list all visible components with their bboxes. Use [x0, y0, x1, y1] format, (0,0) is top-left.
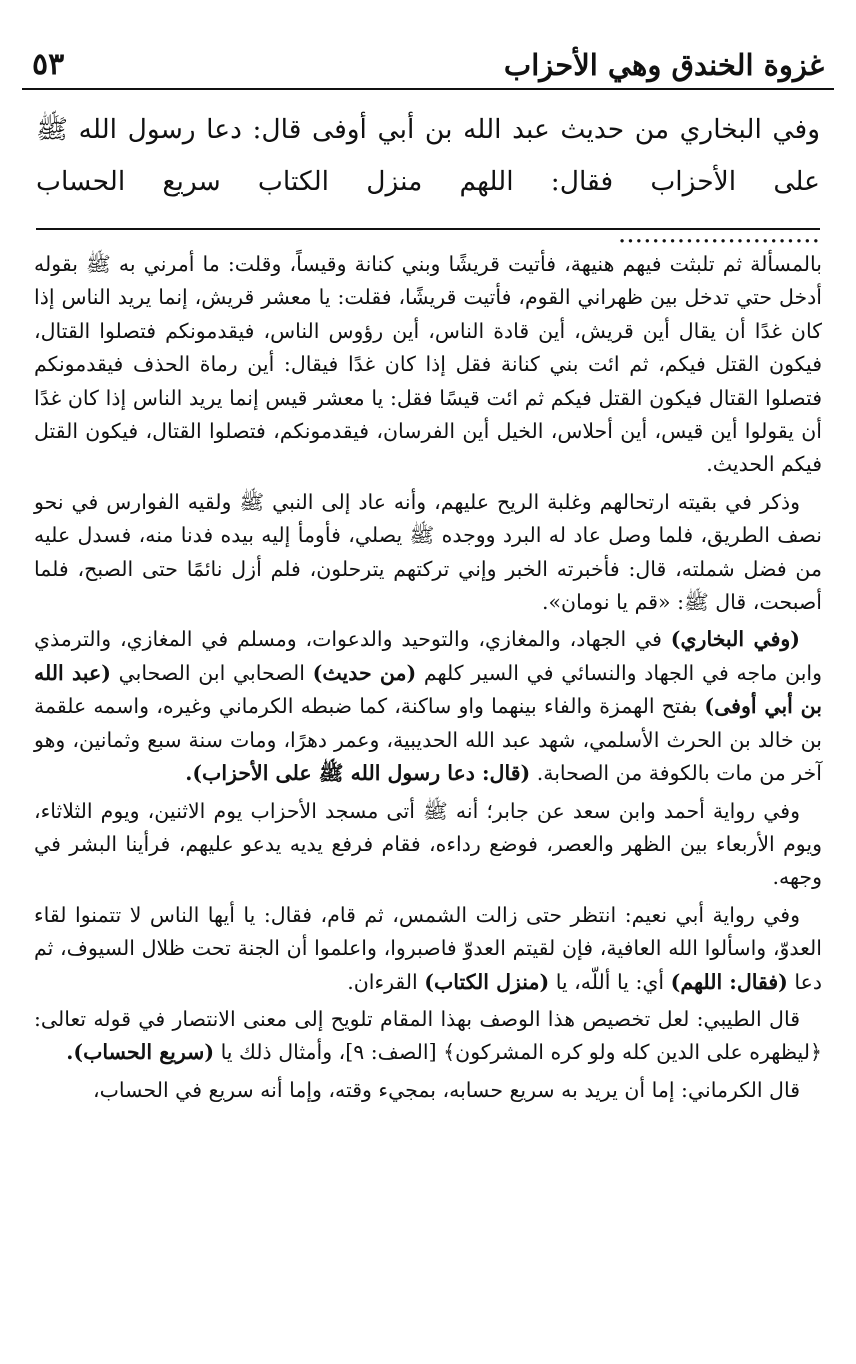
commentary-paragraph-1: بالمسألة ثم تلبثت فيهم هنيهة، فأتيت قريشًا وبني كنانة وقيساً، وقلت: ما أمرني به ﷺ بقوله أدخل حتي تدخل بين ظهراني القوم، فأتيت قريشًا، فقلت: يا معشر قريش، إنما يريد الناس إذا كان غدًا أن يقال أين قريش، أين قادة الناس، أين رؤوس الناس، فيقدمونكم فتصلوا القتال، فيكون القتل فيكم، ثم ائت بني كنانة فقل إذا كان غدًا فيقال: أين رماة الحذف فيقدمونكم فتصلوا القتال فيكون القتل فيكم ثم ائت قيسًا فقل: يا معشر قيس إنما يريد الناس إذا كان غدًا أن يقولوا أين قيس، أين أحلاس، الخيل أين الفرسان، فيقدمونكم، فتصلوا القتال، فيكون القتل فيكم الحديث. — [34, 252, 822, 477]
bold-term: (سريع الحساب). — [66, 1040, 215, 1065]
running-title: غزوة الخندق وهي الأحزاب — [503, 48, 824, 82]
paragraph-text: أي: يا أللّه، يا — [549, 969, 671, 994]
paragraph-text: في الجهاد، والمغازي، والتوحيد والدعوات، ومسلم في المغازي، والترمذي وابن ماجه في الجهاد والنسائي في السير كلهم — [34, 627, 823, 685]
commentary-paragraph-4: وفي رواية أحمد وابن سعد عن جابر؛ أنه ﷺ أتى مسجد الأحزاب يوم الاثنين، ويوم الثلاثاء، ويوم الأربعاء بين الظهر والعصر، فوضع رداءه، فقام فرفع يديه يدعو عليهم، فرأينا البشر في وجهه. — [34, 798, 822, 890]
bold-term: (منزل الكتاب) — [424, 969, 550, 994]
paragraph-text: وفي رواية أبي نعيم: انتظر حتى زالت الشمس، ثم قام، فقال: يا أيها الناس لا تتمنوا لقاء العدوّ، واسألوا الله العافية، فإن لقيتم العدوّ فاصبروا، واعلموا أن الجنة تحت ظلال السيوف، ثم دعا — [34, 902, 822, 994]
commentary — [22, 230, 834, 1348]
bold-term: (قال: دعا رسول الله ﷺ على الأحزاب). — [185, 761, 531, 786]
commentary-paragraph-3 — [34, 623, 822, 790]
bold-term: (فقال: اللهم) — [670, 969, 788, 994]
commentary-paragraph-6 — [34, 1003, 822, 1070]
commentary-paragraph-5 — [34, 899, 822, 999]
paragraph-text: القرءان. — [347, 969, 425, 994]
commentary-paragraph-2: وذكر في بقيته ارتحالهم وغلبة الريح عليهم، وأنه عاد إلى النبي ﷺ ولقيه الفوارس في نحو نصف الطريق، فلما وصل عاد له البرد ووجده ﷺ يصلي، فأومأ إليه بيده فدنا منه، فسدل عليه من فضل شملته، قال: فأخبرته الخبر وإني تركتهم يترحلون، فلم أزل نائمًا حتى الصبح، فلما أصبحت، قال ﷺ: «قم يا نومان». — [34, 489, 822, 615]
hadith-text: وفي البخاري من حديث عبد الله بن أبي أوفى قال: دعا رسول الله ﷺ على الأحزاب فقال: اللهم منزل الكتاب سريع الحساب ........................ — [36, 114, 820, 249]
paragraph-text: بفتح الهمزة والفاء بينهما واو ساكنة، كما ضبطه الكرماني وغيره، واسمه علقمة بن خالد بن الحرث الأسلمي، شهد عبد الله الحديبية، وعمر دهرًا، ومات سنة سبع وثمانين، وهو آخر من مات بالكوفة من الصحابة. — [34, 694, 822, 786]
running-head — [22, 30, 834, 90]
paragraph-text: الصحابي ابن الصحابي — [110, 660, 313, 685]
commentary-paragraph-7: قال الكرماني: إما أن يريد به سريع حسابه، بمجيء وقته، وإما أنه سريع في الحساب، — [93, 1077, 800, 1102]
bold-term: (عبد الله بن أبي أوفى) — [34, 660, 822, 719]
bold-term: (وفي البخاري) — [670, 627, 800, 652]
bold-term: (من حديث) — [312, 660, 417, 685]
paragraph-text: قال الطيبي: لعل تخصيص هذا الوصف بهذا المقام تلويح إلى معنى الانتصار في قوله تعالى: ﴿ليظهره على الدين كله ولو كره المشركون﴾ [الصف: ٩]، وأمثال ذلك يا — [34, 1006, 822, 1065]
page-number: ٥٣ — [32, 47, 65, 82]
